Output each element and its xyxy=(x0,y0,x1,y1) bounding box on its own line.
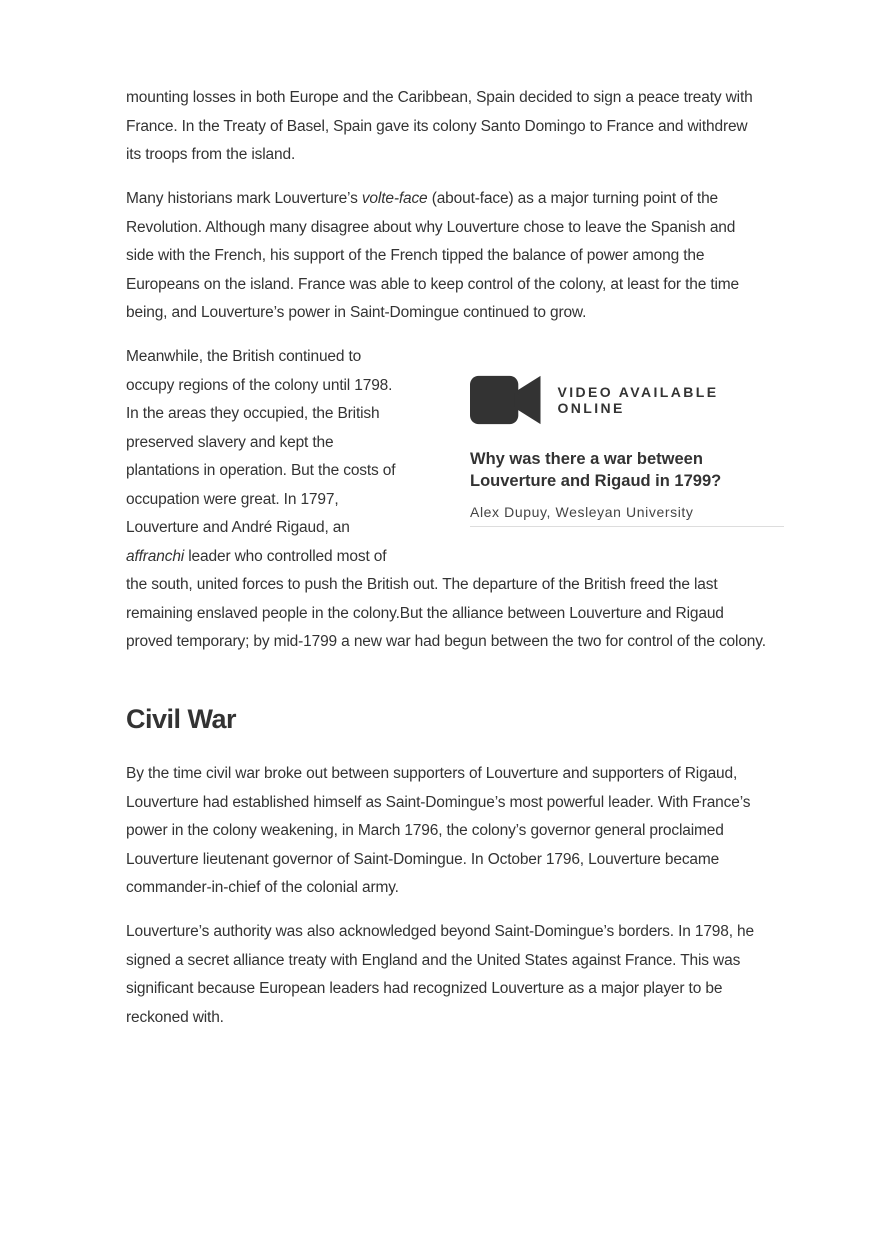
paragraph-civil-war: By the time civil war broke out between supporters of Louverture and supporters of Rigaud, Louverture had established himself as Saint-Domingue’s most powerful leader. With France’s power in the colony weakening, in March 1796, the colony’s governor general proclaimed Louverture lieutenant governor of Saint-Domingue. In October 1796, Louverture became commander-in-chief of the colonial army. xyxy=(126,765,751,896)
video-callout[interactable] xyxy=(470,372,784,527)
paragraph-text: (about-face) as a major turning point of the Revolution. Although many disagree about why Louverture chose to leave the Spanish and side with the French, his support of the French tipped the balance of power among the Europeans on the island. France was able to keep control of the colony, at least for the time being, and Louverture’s power in Saint-Domingue continued to grow. xyxy=(126,190,740,321)
paragraph-louverture-authority: Louverture’s authority was also acknowledged beyond Saint-Domingue’s borders. In 1798, he signed a secret alliance treaty with England and the United States against France. This was significant because European leaders had recognized Louverture as a major player to be reckoned with. xyxy=(126,923,755,1026)
video-title[interactable]: Why was there a war between Louverture and Rigaud in 1799? xyxy=(470,450,722,490)
video-callout-header xyxy=(470,372,784,428)
paragraph-treaty-of-basel: mounting losses in both Europe and the Caribbean, Spain decided to sign a peace treaty with France. In the Treaty of Basel, Spain gave its colony Santo Domingo to France and withdrew its troops from the island. xyxy=(126,89,753,163)
italic-term: volte-face xyxy=(361,190,428,207)
paragraph-text: Many historians mark Louverture’s xyxy=(126,190,362,207)
video-credit: Alex Dupuy, Wesleyan University xyxy=(470,504,694,520)
video-camera-icon xyxy=(470,373,541,427)
paragraph-text: leader who controlled most of the south, united forces to push the British out. The departure of the British freed the last remaining enslaved people in the colony.But the alliance between Louverture and Rigaud proved temporary; by mid-1799 a new war had begun between the two for control of the colony. xyxy=(126,547,766,650)
paragraph-text: Meanwhile, the British continued to occupy regions of the colony until 1798. In the areas they occupied, the British preserved slavery and kept the plantations in operation. But the costs of occupation were great. In 1797, Louverture and André Rigaud, an xyxy=(126,348,396,536)
paragraph-volte-face xyxy=(126,185,766,328)
italic-term: affranchi xyxy=(126,547,185,565)
section-heading-civil-war: Civil War xyxy=(126,704,237,734)
video-available-label: VIDEO AVAILABLE ONLINE xyxy=(557,384,719,416)
